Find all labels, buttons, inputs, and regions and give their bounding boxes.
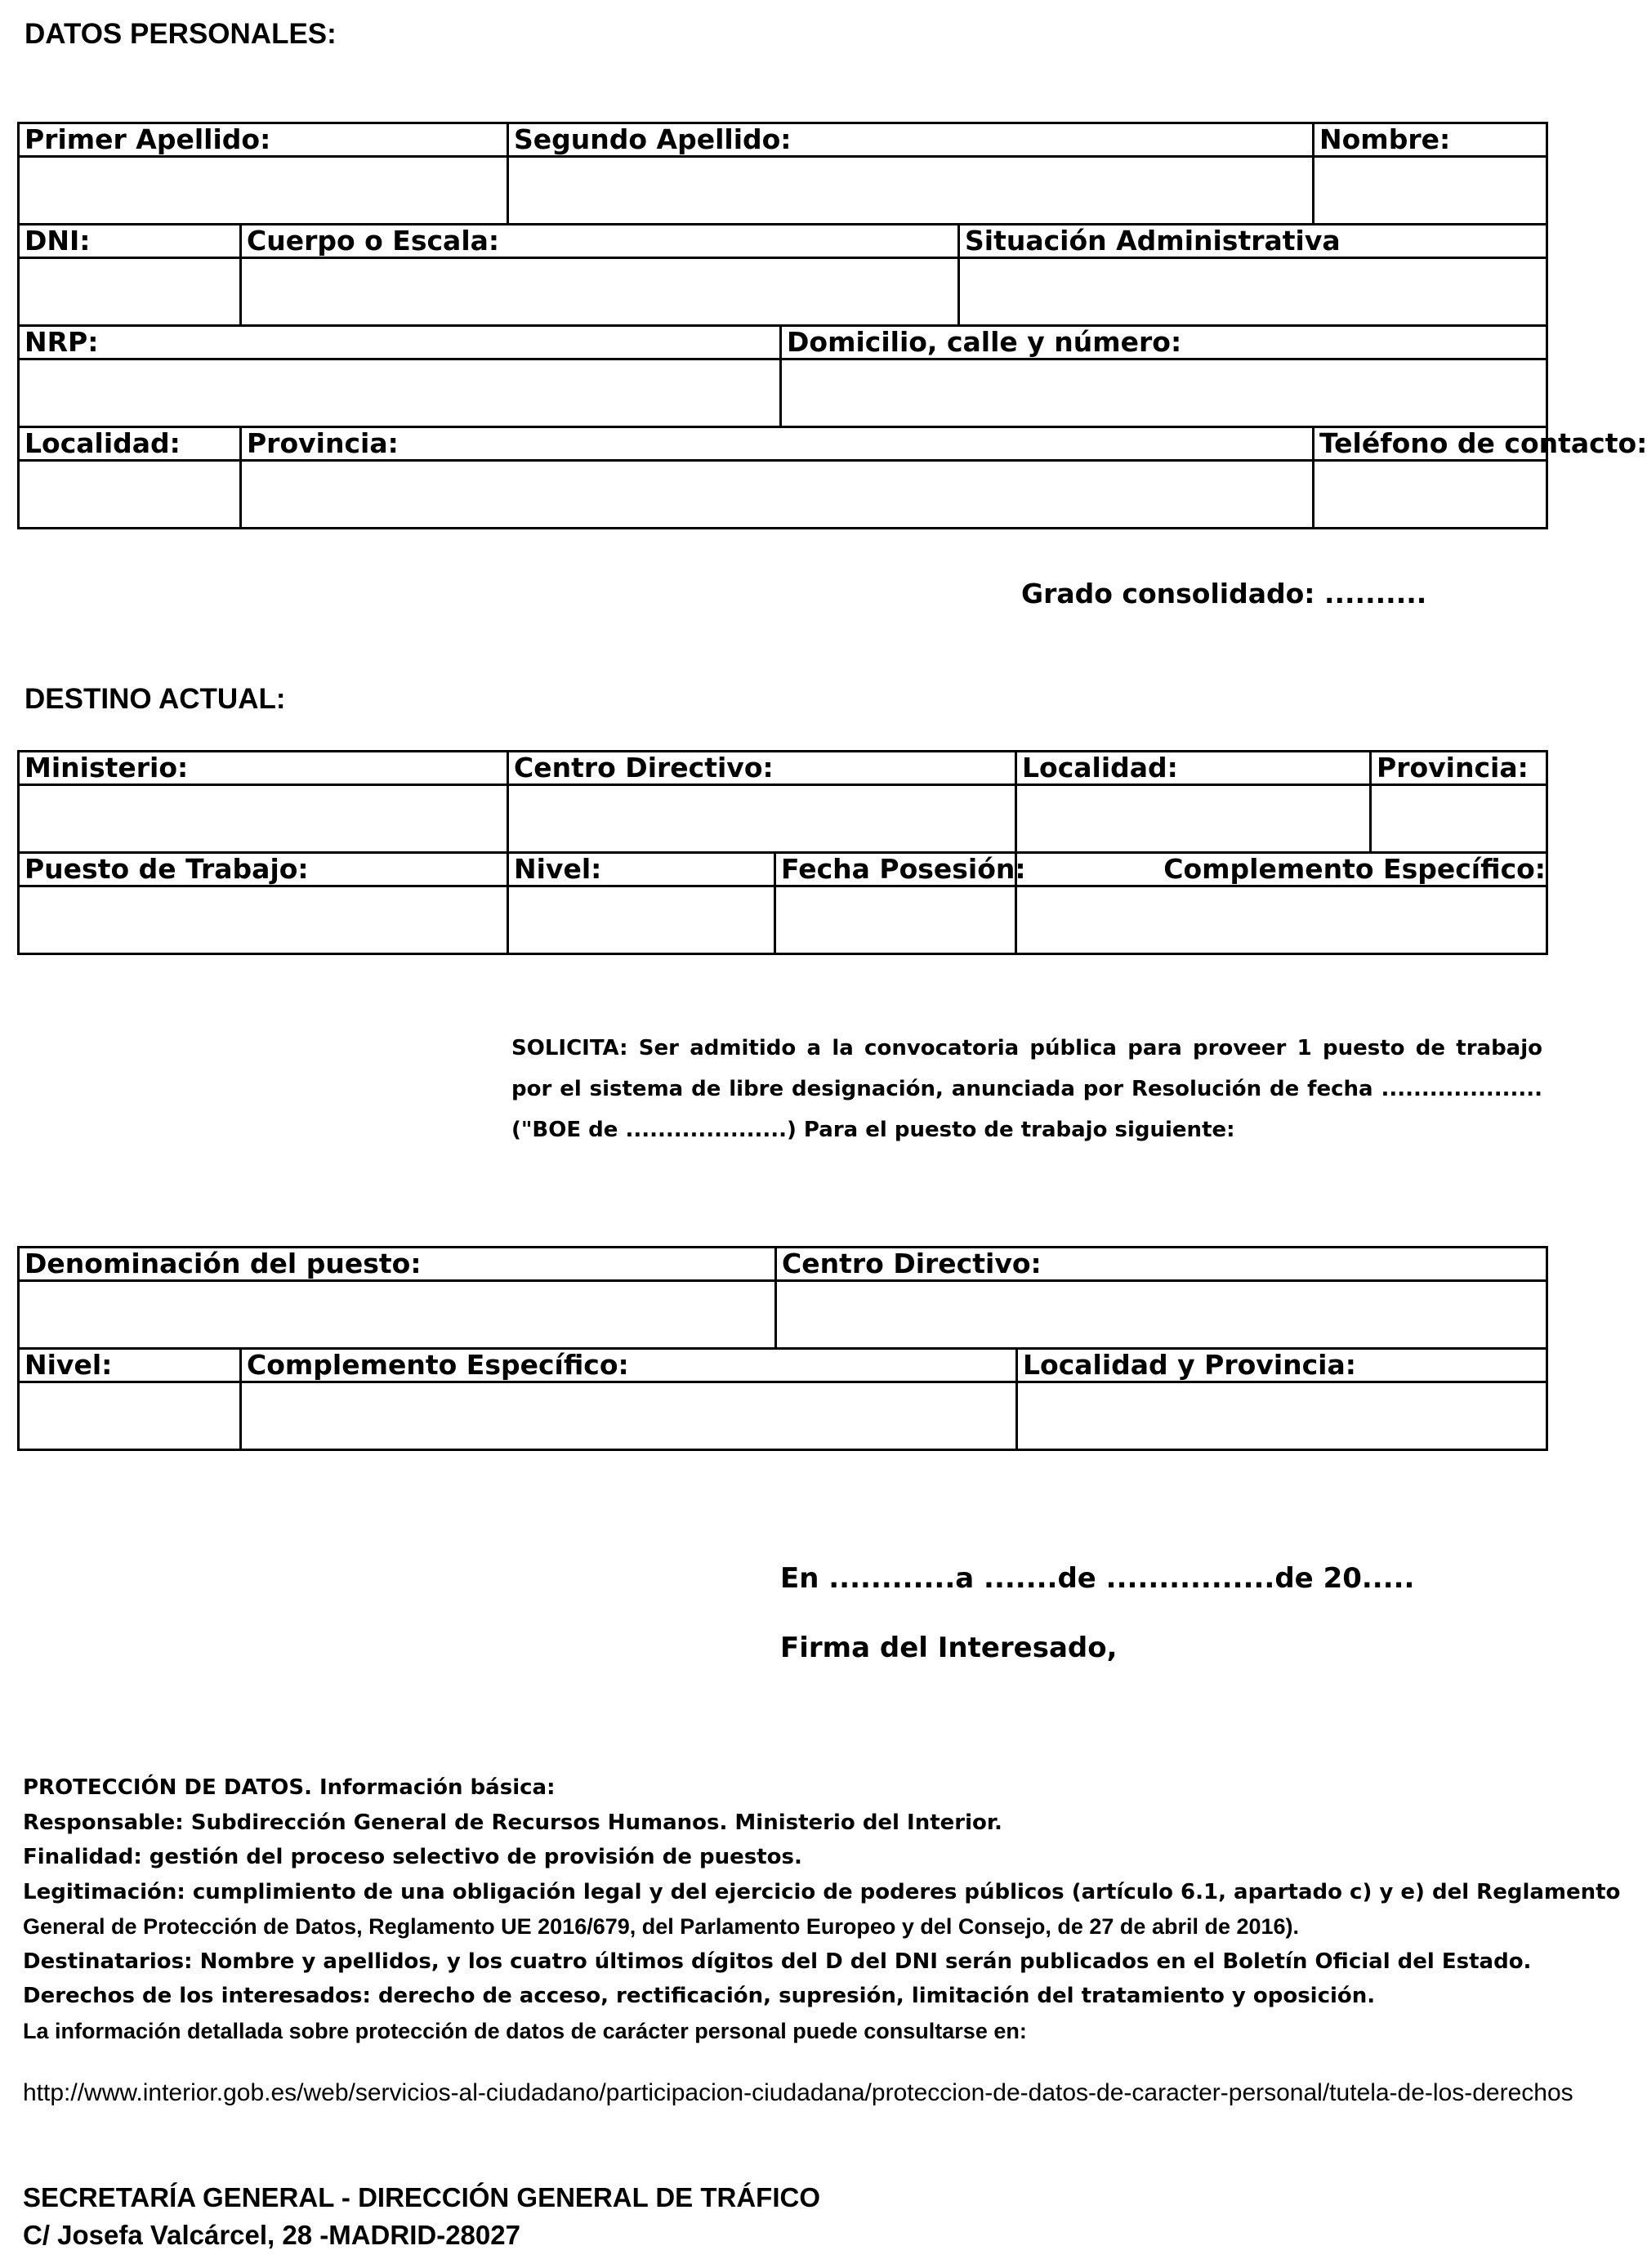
section-heading-destino-actual: DESTINO ACTUAL: [25,683,286,715]
complemento-especifico-field[interactable] [1016,886,1547,954]
denominacion-puesto-label: Denominación del puesto: [19,1248,776,1281]
nombre-label: Nombre: [1314,123,1547,157]
primer-apellido-field[interactable] [19,157,508,225]
domicilio-label: Domicilio, calle y número: [781,326,1547,359]
destino-provincia-label: Provincia: [1371,752,1547,785]
destino-nivel-field[interactable] [508,886,775,954]
puesto-solicitado-table [17,1246,1548,1451]
puesto-complemento-field[interactable] [241,1382,1017,1450]
destino-localidad-field[interactable] [1016,785,1371,853]
complemento-especifico-label: Complemento Específico: [1016,853,1547,886]
proteccion-line: Legitimación: cumplimiento de una obligación legal y del ejercicio de poderes públicos (artículo 6.1, apartado c) y e) del Reglamento [23,1879,1621,1904]
fecha-posesion-label: Fecha Posesión: [775,853,1016,886]
telefono-field[interactable] [1314,461,1547,529]
puesto-nivel-label: Nivel: [19,1349,241,1382]
segundo-apellido-label: Segundo Apellido: [508,123,1314,157]
centro-directivo-field[interactable] [508,785,1016,853]
footer-organization: SECRETARÍA GENERAL - DIRECCIÓN GENERAL DE TRÁFICO [23,2182,820,2212]
puesto-complemento-label: Complemento Específico: [241,1349,1017,1382]
footer-address: C/ Josefa Valcárcel, 28 -MADRID-28027 [23,2220,520,2250]
ministerio-label: Ministerio: [19,752,508,785]
domicilio-field[interactable] [781,359,1547,427]
puesto-nivel-field[interactable] [19,1382,241,1450]
provincia-field[interactable] [241,461,1314,529]
denominacion-puesto-field[interactable] [19,1281,776,1349]
localidad-field[interactable] [19,461,241,529]
proteccion-line: Destinatarios: Nombre y apellidos, y los cuatro últimos dígitos del D del DNI serán publicados en el Boletín Oficial del Estado. [23,1949,1532,1974]
puesto-trabajo-label: Puesto de Trabajo: [19,853,508,886]
proteccion-line: Responsable: Subdirección General de Recursos Humanos. Ministerio del Interior. [23,1810,1002,1835]
nrp-field[interactable] [19,359,781,427]
solicita-paragraph: SOLICITA: Ser admitido a la convocatoria pública para proveer 1 puesto de trabajo por el sistema de libre designación, anunciada por Resolución de fecha ....................("BOE de ....................) Para el puesto de trabajo siguiente: [511,1036,1542,1142]
destino-nivel-label: Nivel: [508,853,775,886]
proteccion-line: General de Protección de Datos, Reglamento UE 2016/679, del Parlamento Europeo y del Consejo, de 27 de abril de 2016). [23,1914,1300,1939]
centro-directivo-label: Centro Directivo: [508,752,1016,785]
fecha-posesion-field[interactable] [775,886,1016,954]
proteccion-datos-block [23,1770,1620,2048]
ministerio-field[interactable] [19,785,508,853]
cuerpo-escala-label: Cuerpo o Escala: [241,225,959,258]
dni-field[interactable] [19,258,241,326]
telefono-label: Teléfono de contacto: [1314,427,1547,461]
localidad-provincia-field[interactable] [1017,1382,1547,1450]
destino-actual-table [17,750,1548,955]
datos-personales-table [17,122,1647,529]
provincia-label: Provincia: [241,427,1314,461]
proteccion-line: La información detallada sobre protección de datos de carácter personal puede consultarse en: [23,2018,1027,2043]
nombre-field[interactable] [1314,157,1547,225]
localidad-provincia-label: Localidad y Provincia: [1017,1349,1547,1382]
section-heading-datos-personales: DATOS PERSONALES: [25,18,337,50]
localidad-label: Localidad: [19,427,241,461]
situacion-administrativa-field[interactable] [959,258,1547,326]
nrp-label: NRP: [19,326,781,359]
dni-label: DNI: [19,225,241,258]
proteccion-line: PROTECCIÓN DE DATOS. Información básica: [23,1775,556,1800]
segundo-apellido-field[interactable] [508,157,1314,225]
destino-localidad-label: Localidad: [1016,752,1371,785]
destino-provincia-field[interactable] [1371,785,1547,853]
date-line: En ............a .......de ................de 20..... [780,1562,1415,1595]
proteccion-datos-link[interactable]: http://www.interior.gob.es/web/servicios-al-ciudadano/participacion-ciudadana/proteccion-de-datos-de-caracter-personal/tutela-de-los-derechos [23,2079,1573,2106]
primer-apellido-label: Primer Apellido: [19,123,508,157]
puesto-trabajo-field[interactable] [19,886,508,954]
cuerpo-escala-field[interactable] [241,258,959,326]
proteccion-line: Derechos de los interesados: derecho de acceso, rectificación, supresión, limitación del tratamiento y oposición. [23,1984,1376,2008]
situacion-administrativa-label: Situación Administrativa [959,225,1547,258]
proteccion-line: Finalidad: gestión del proceso selectivo de provisión de puestos. [23,1845,802,1869]
puesto-centro-directivo-label: Centro Directivo: [776,1248,1547,1281]
grado-consolidado: Grado consolidado: .......... [1021,578,1427,609]
firma-interesado: Firma del Interesado, [780,1632,1118,1664]
footer-block [23,2179,820,2254]
puesto-centro-directivo-field[interactable] [776,1281,1547,1349]
